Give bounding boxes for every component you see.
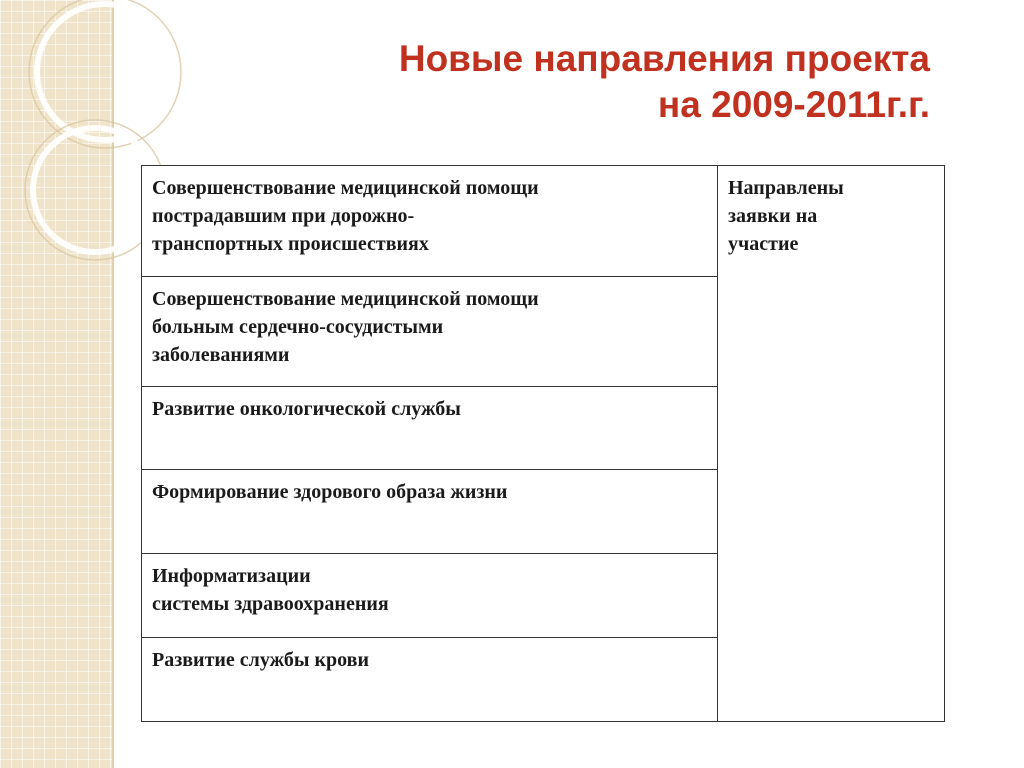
slide-title-line-2: на 2009-2011г.г. <box>657 84 930 125</box>
direction-text: системы здравоохранения <box>152 593 389 615</box>
direction-cell <box>142 554 718 638</box>
direction-text: пострадавшим при дорожно- <box>152 205 415 227</box>
status-text: участие <box>728 233 799 255</box>
direction-text: Информатизации <box>152 565 311 587</box>
direction-cell <box>142 166 718 277</box>
direction-text: больным сердечно-сосудистыми <box>152 316 444 338</box>
direction-text: Формирование здорового образа жизни <box>152 481 508 503</box>
direction-text: Совершенствование медицинской помощи <box>152 288 539 310</box>
direction-cell <box>142 638 718 722</box>
direction-text: Совершенствование медицинской помощи <box>152 177 539 199</box>
status-text: заявки на <box>728 205 818 227</box>
slide-title <box>399 36 930 128</box>
direction-cell <box>142 470 718 554</box>
direction-cell <box>142 387 718 470</box>
table-row <box>142 166 945 277</box>
direction-text: заболеваниями <box>152 344 290 366</box>
direction-text: транспортных происшествиях <box>152 233 429 255</box>
directions-table <box>141 165 945 722</box>
direction-cell <box>142 277 718 387</box>
slide-title-line-1: Новые направления проекта <box>398 38 930 79</box>
direction-text: Развитие службы крови <box>152 649 369 671</box>
application-status-cell <box>718 166 945 722</box>
direction-text: Развитие онкологической службы <box>152 398 461 420</box>
status-text: Направлены <box>728 177 844 199</box>
